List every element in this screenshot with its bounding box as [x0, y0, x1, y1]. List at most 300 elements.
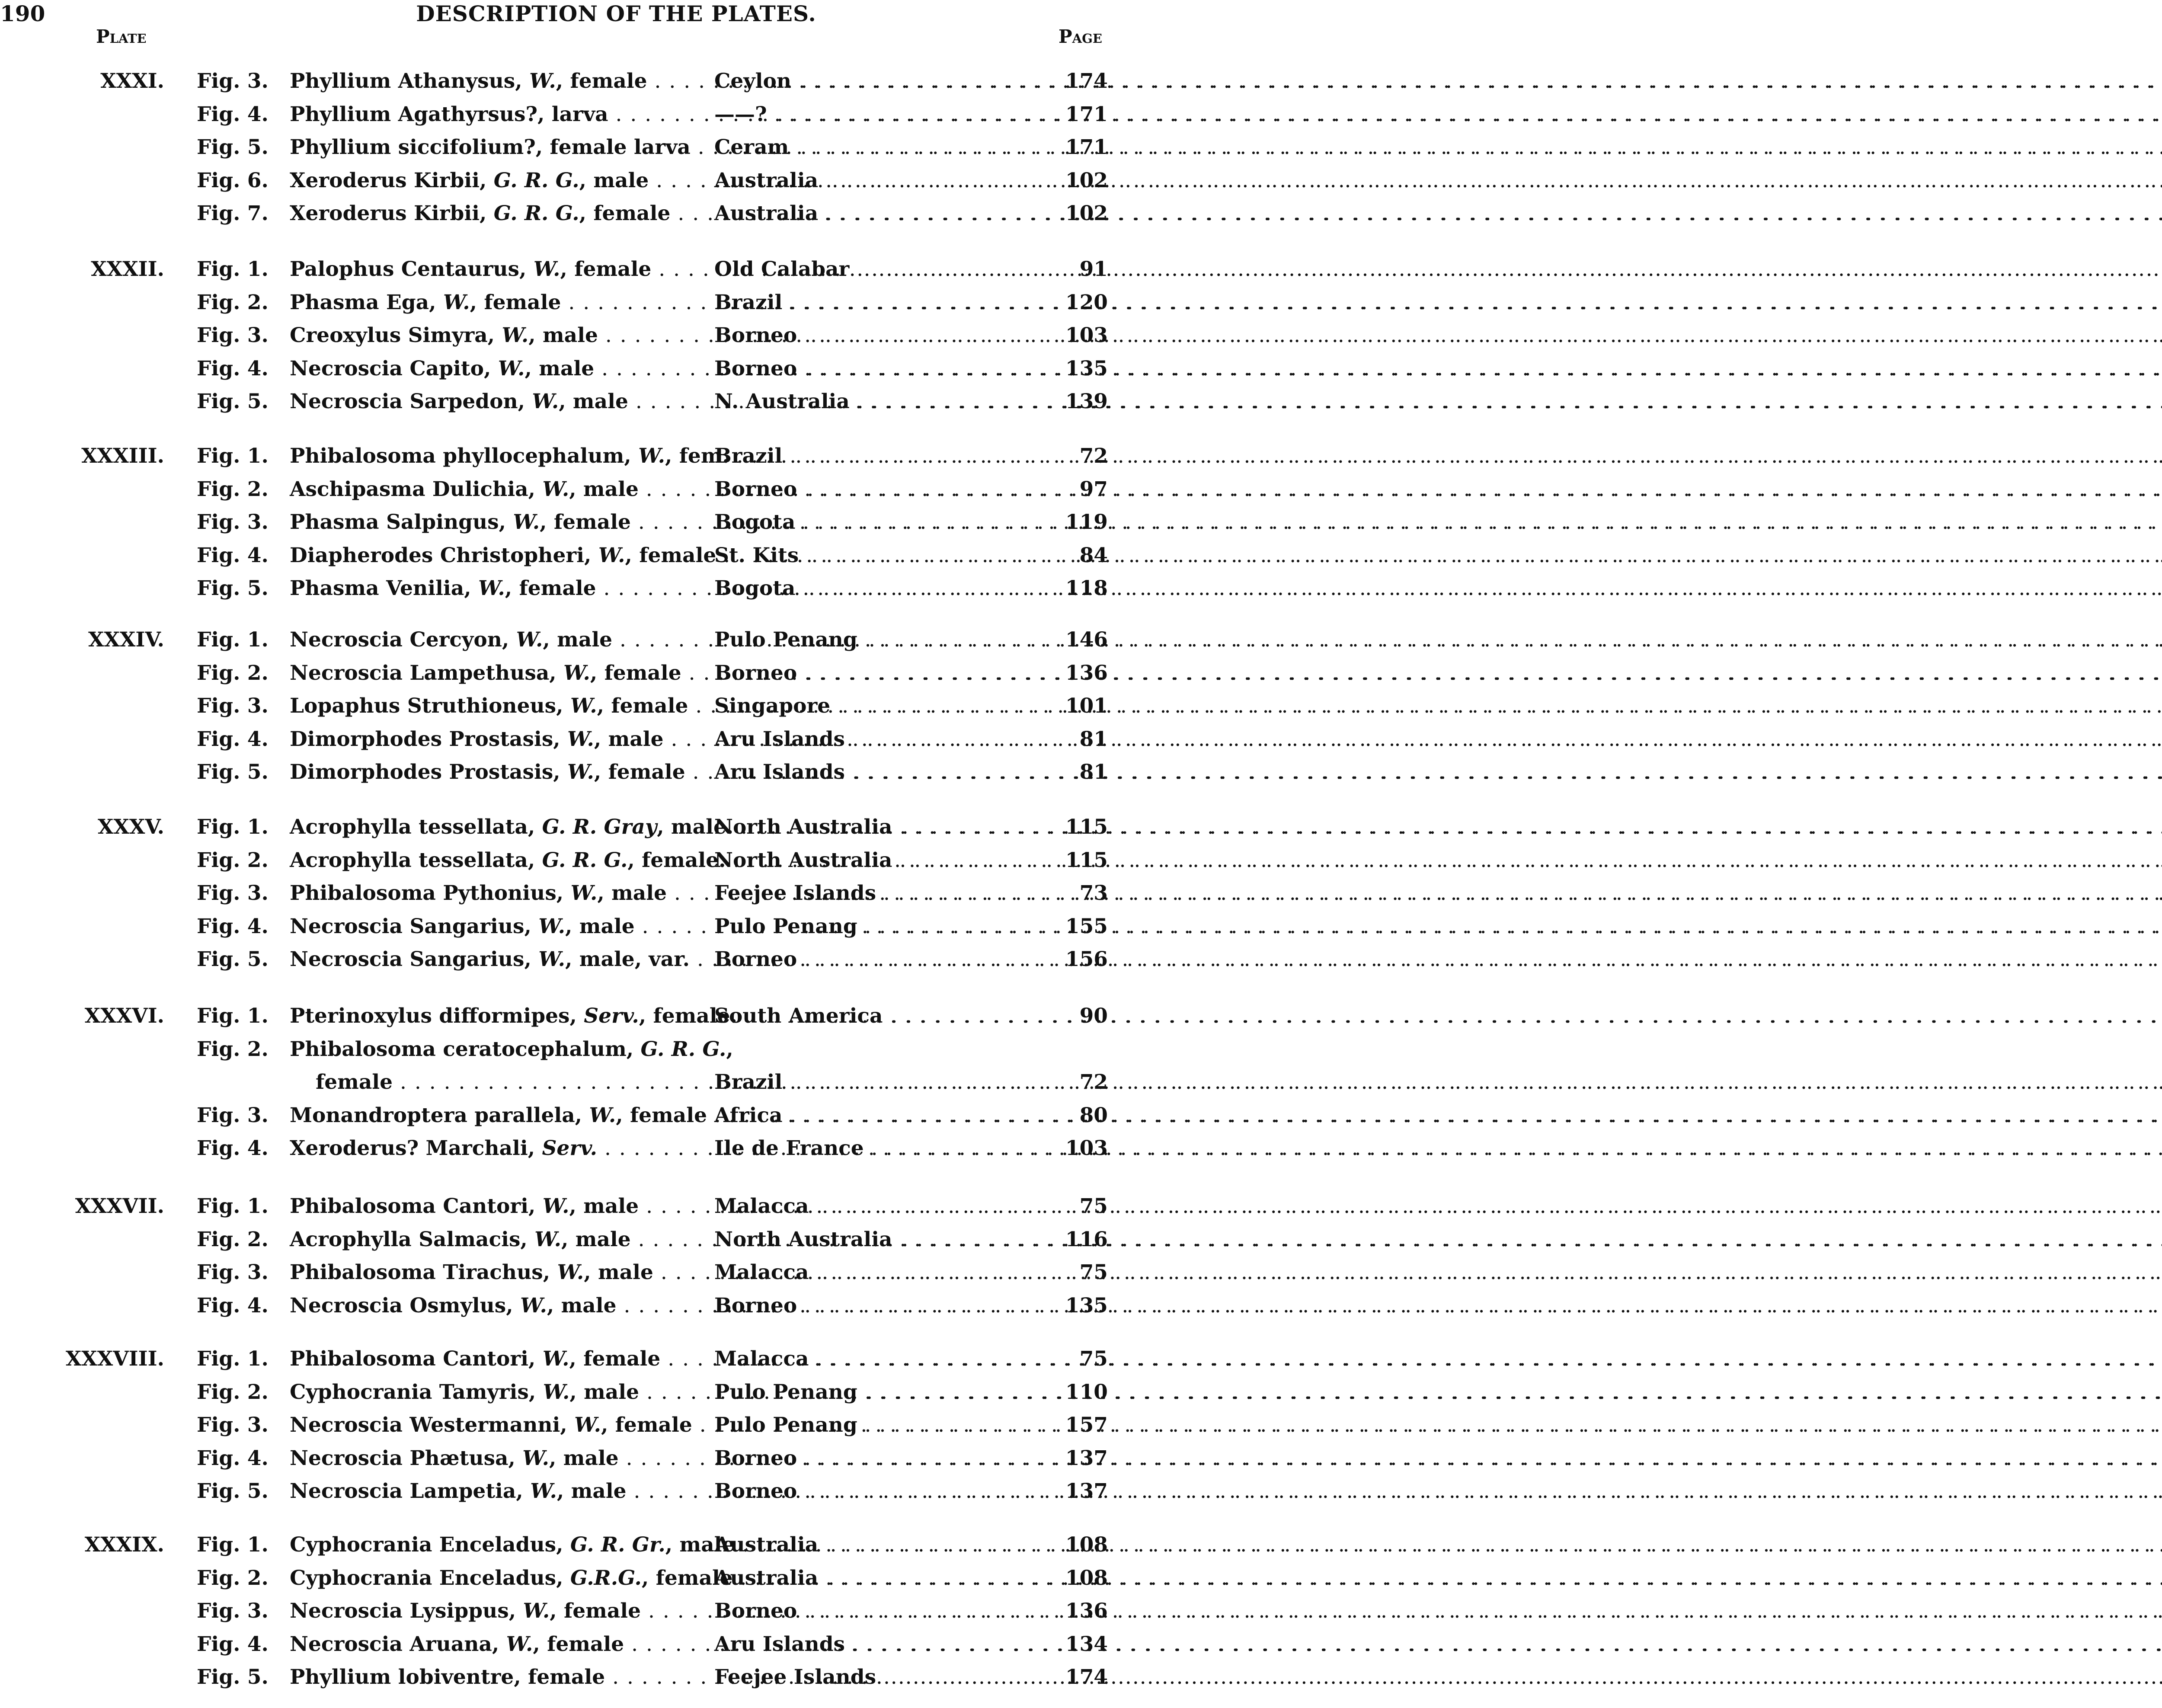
- species-name: [290, 1632, 688, 1656]
- locality: Bogota . . .: [714, 510, 1060, 534]
- plate-entry-row: [0, 323, 1232, 356]
- page-reference: 81: [1079, 727, 1108, 751]
- species-name: [290, 1260, 688, 1284]
- species-name: [290, 257, 688, 281]
- plate-entry-row: [0, 815, 1232, 848]
- plate-entry-row: [0, 1665, 1232, 1698]
- page-reference: 102: [1065, 168, 1108, 192]
- name-text: Diapherodes Christopheri,: [290, 543, 598, 567]
- name-text: Acrophylla tessellata,: [290, 848, 542, 872]
- plate-entry-row: [0, 576, 1232, 609]
- locality: Aru Islands . . .: [714, 760, 1060, 784]
- page-reference: 108: [1065, 1533, 1108, 1557]
- author-abbrev: W.: [538, 947, 566, 971]
- name-text: Necroscia Sangarius,: [290, 947, 539, 971]
- author-abbrev: G. R. Gr.: [570, 1533, 665, 1557]
- name-text: Phyllium Agathyrsus?, larva: [290, 102, 608, 126]
- name-text: Phibalosoma phyllocephalum,: [290, 444, 639, 468]
- name-text: Phyllium lobiventre, female: [290, 1665, 605, 1689]
- species-name: [290, 1533, 735, 1557]
- name-text: Necroscia Aruana,: [290, 1632, 506, 1656]
- locality: North Australia . . .: [714, 848, 1060, 872]
- figure-label: Fig. 6.: [197, 168, 269, 192]
- species-name-continuation: female . . .: [316, 1070, 688, 1094]
- figure-label: Fig. 4.: [197, 356, 269, 381]
- name-text: Necroscia Sangarius,: [290, 914, 539, 938]
- page-title: DESCRIPTION OF THE PLATES.: [416, 1, 816, 26]
- name-text: Phasma Ega,: [290, 290, 443, 314]
- author-abbrev: W.: [543, 1380, 570, 1404]
- page-reference: 102: [1065, 202, 1108, 225]
- page-reference: 157: [1065, 1413, 1108, 1437]
- page-reference: 174: [1065, 1665, 1108, 1689]
- author-abbrev: G. R. G.: [542, 848, 628, 872]
- plate-entry-row: [0, 1599, 1232, 1631]
- name-text: , male, var.: [565, 947, 690, 971]
- plate-entry-row: [0, 1103, 1232, 1136]
- figure-label: Fig. 5.: [197, 1665, 269, 1689]
- name-text: , male: [569, 477, 639, 501]
- species-name: [290, 661, 688, 685]
- locality: Malacca . . .: [714, 1194, 1060, 1218]
- name-text: Necroscia Lysippus,: [290, 1599, 523, 1623]
- name-text: , male: [525, 356, 595, 381]
- species-name: [290, 694, 688, 718]
- author-abbrev: W.: [542, 1347, 569, 1371]
- species-name: [290, 291, 688, 314]
- locality: Africa . . .: [714, 1103, 1060, 1127]
- locality: St. Kits . . .: [714, 544, 1060, 567]
- plate-entry-row: [0, 1294, 1232, 1326]
- figure-label: Fig. 3.: [197, 1599, 269, 1623]
- name-text: , male: [543, 628, 613, 652]
- page-reference: 75: [1079, 1194, 1108, 1218]
- locality: Malacca . . .: [714, 1260, 1060, 1284]
- author-abbrev: W.: [532, 390, 559, 413]
- figure-label: Fig. 2.: [197, 1227, 269, 1251]
- species-name: [290, 1380, 688, 1404]
- figure-label: Fig. 3.: [197, 323, 269, 347]
- page-number: 190: [0, 1, 45, 26]
- figure-label: Fig. 1.: [197, 1194, 269, 1218]
- name-text: , male: [665, 1533, 735, 1557]
- page-reference: 115: [1065, 848, 1108, 872]
- author-abbrev: W.: [513, 510, 540, 534]
- locality: Borneo . . .: [714, 1599, 1060, 1623]
- locality: Feejee Islands . . .: [714, 881, 1060, 905]
- plate-entry-row: [0, 544, 1232, 576]
- species-name: [290, 1194, 688, 1218]
- species-name: [290, 1446, 688, 1470]
- name-text: , male: [569, 1194, 639, 1218]
- author-abbrev: G.R.G.: [570, 1566, 642, 1590]
- locality: North Australia . . .: [714, 815, 1060, 839]
- name-text: Necroscia Lampethusa,: [290, 661, 564, 685]
- name-text: , male.: [657, 815, 734, 839]
- plate-entry-row-continued: [0, 1070, 1232, 1103]
- figure-label: Fig. 1.: [197, 1533, 269, 1557]
- locality: Singapore . . .: [714, 694, 1060, 718]
- page-reference: 174: [1065, 69, 1108, 93]
- locality: Borneo . . .: [714, 1446, 1060, 1470]
- species-name: [290, 390, 688, 413]
- page-reference: 119: [1065, 510, 1108, 534]
- page-reference: 139: [1065, 390, 1108, 413]
- locality: Australia . . .: [714, 1566, 1060, 1590]
- author-abbrev: W.: [529, 69, 556, 93]
- author-abbrev: G. R. Gray: [542, 815, 657, 839]
- plate-entry-row: [0, 1566, 1232, 1599]
- name-text: Dimorphodes Prostasis,: [290, 727, 568, 751]
- figure-label: Fig. 5.: [197, 947, 269, 971]
- locality: Australia . . .: [714, 169, 1060, 192]
- locality: Borneo . . .: [714, 357, 1060, 381]
- figure-label: Fig. 4.: [197, 727, 269, 751]
- author-abbrev: W.: [522, 1446, 550, 1470]
- locality: Borneo . . .: [714, 477, 1060, 501]
- author-abbrev: W.: [563, 661, 590, 685]
- locality: Pulo Penang . . .: [714, 1380, 1060, 1404]
- page-reference: 137: [1065, 1446, 1108, 1470]
- locality: Borneo . . .: [714, 1479, 1060, 1503]
- plate-entry-row: [0, 1413, 1232, 1446]
- species-name: [290, 1136, 688, 1160]
- author-abbrev: W.: [443, 290, 470, 314]
- author-abbrev: W.: [530, 1479, 557, 1503]
- plate-entry-row: [0, 1228, 1232, 1260]
- plate-entry-row: [0, 102, 1232, 135]
- author-abbrev: G. R. G.: [640, 1037, 726, 1061]
- author-abbrev: W.: [598, 543, 625, 567]
- species-name: [290, 510, 688, 534]
- page-reference: 103: [1065, 1136, 1108, 1160]
- species-name: [290, 1347, 688, 1371]
- plate-entry-row: [0, 848, 1232, 881]
- locality: Australia . . .: [714, 202, 1060, 225]
- locality: ——? . . .: [714, 102, 1060, 126]
- name-text: Phasma Salpingus,: [290, 510, 513, 534]
- name-text: , female.: [639, 1004, 737, 1028]
- species-name: [290, 915, 688, 938]
- page-reference: 90: [1079, 1004, 1108, 1028]
- name-text: , male: [528, 323, 598, 347]
- name-text: Necroscia Capito,: [290, 356, 498, 381]
- locality: Ile de France . . .: [714, 1136, 1060, 1160]
- author-abbrev: W.: [538, 914, 566, 938]
- name-text: , male: [547, 1293, 617, 1318]
- plate-entry-row: [0, 135, 1232, 168]
- page-reference: 135: [1065, 1293, 1108, 1318]
- page-reference: 103: [1065, 323, 1108, 347]
- name-text: , male: [579, 168, 649, 192]
- locality: N. Australia . . .: [714, 390, 1060, 413]
- page-reference: 110: [1065, 1380, 1108, 1404]
- author-abbrev: W.: [574, 1413, 601, 1437]
- plate-entry-row: [0, 947, 1232, 980]
- figure-label: Fig. 3.: [197, 69, 269, 93]
- plate-entry-row: [0, 291, 1232, 323]
- page-reference: 171: [1065, 135, 1108, 159]
- name-text: , female: [470, 290, 561, 314]
- locality: North Australia . . .: [714, 1228, 1060, 1251]
- author-abbrev: G. R. G.: [493, 202, 579, 225]
- plate-entry-row: [0, 915, 1232, 947]
- figure-label: Fig. 3.: [197, 1413, 269, 1437]
- author-abbrev: W.: [533, 257, 560, 281]
- name-text: Necroscia Cercyon,: [290, 628, 516, 652]
- locality: Pulo Penang . . .: [714, 628, 1060, 652]
- name-text: Palophus Centaurus,: [290, 257, 534, 281]
- name-text: , female: [569, 1347, 661, 1371]
- plate-entry-row: [0, 444, 1232, 477]
- species-name: [290, 1665, 688, 1689]
- figure-label: Fig. 1.: [197, 628, 269, 652]
- species-name: [290, 1294, 688, 1318]
- name-text: Pterinoxylus difformipes,: [290, 1004, 584, 1028]
- plate-entry-row: [0, 760, 1232, 793]
- locality: Ceram . . .: [714, 135, 1060, 159]
- name-text: Aschipasma Dulichia,: [290, 477, 543, 501]
- page-reference: 118: [1065, 576, 1108, 600]
- plate-entry-row: [0, 628, 1232, 660]
- species-name: [290, 444, 729, 468]
- name-text: , female: [597, 694, 688, 718]
- page-reference: 81: [1079, 760, 1108, 784]
- figure-label: Fig. 2.: [197, 1566, 269, 1590]
- page-reference: 72: [1079, 1070, 1108, 1094]
- locality: Bogota . . .: [714, 576, 1060, 600]
- plate-entry-row: [0, 357, 1232, 389]
- name-text: , male: [565, 914, 635, 938]
- author-abbrev: W.: [502, 323, 529, 347]
- figure-label: Fig. 4.: [197, 1446, 269, 1470]
- plate-entry-row: [0, 1380, 1232, 1413]
- plate-entry-row: [0, 69, 1232, 102]
- plate-entry-row: [0, 510, 1232, 543]
- plate-entry-row: [0, 390, 1232, 422]
- name-text: Cyphocrania Enceladus,: [290, 1533, 570, 1557]
- species-name: [290, 135, 691, 159]
- name-text: , female: [641, 1566, 733, 1590]
- author-abbrev: W.: [516, 628, 543, 652]
- name-text: , female: [533, 1632, 624, 1656]
- plate-entry-row: [0, 1347, 1232, 1379]
- name-text: , female: [560, 257, 652, 281]
- locality: Brazil . . .: [714, 1070, 1060, 1094]
- name-text: Acrophylla Salmacis,: [290, 1227, 535, 1251]
- figure-label: Fig. 1.: [197, 444, 269, 468]
- name-text: , female: [556, 69, 647, 93]
- column-header-plate: Plate: [96, 26, 147, 47]
- author-abbrev: W.: [478, 576, 505, 600]
- species-name: [290, 760, 688, 784]
- name-text: Dimorphodes Prostasis,: [290, 760, 568, 784]
- name-text: , male: [561, 1227, 631, 1251]
- plate-number: XXXIV.: [88, 628, 164, 652]
- author-abbrev: W.: [498, 356, 525, 381]
- name-text: , male: [569, 1380, 640, 1404]
- plate-number: XXXVI.: [84, 1004, 164, 1028]
- figure-label: Fig. 5.: [197, 760, 269, 784]
- name-text: , male: [594, 727, 664, 751]
- species-name: [290, 1599, 688, 1623]
- page-reference: 116: [1065, 1227, 1108, 1251]
- name-text: , female: [505, 576, 596, 600]
- plate-entry-row: [0, 727, 1232, 760]
- species-name: [290, 1479, 688, 1503]
- locality: Pulo Penang . . .: [714, 915, 1060, 938]
- page-reference: 101: [1065, 694, 1108, 718]
- locality: South America . . .: [714, 1004, 1060, 1028]
- species-name: [290, 357, 688, 381]
- page-reference: 84: [1079, 543, 1108, 567]
- locality: Borneo . . .: [714, 661, 1060, 685]
- plate-entry-row: [0, 1136, 1232, 1169]
- author-abbrev: W.: [557, 1260, 584, 1284]
- author-abbrev: G. R. G.: [493, 168, 579, 192]
- name-text: Necroscia Phætusa,: [290, 1446, 523, 1470]
- page-reference: 146: [1065, 628, 1108, 652]
- species-name: [290, 848, 726, 872]
- page-reference: 171: [1065, 102, 1108, 126]
- name-text: Phibalosoma Cantori,: [290, 1347, 543, 1371]
- author-abbrev: W.: [534, 1227, 561, 1251]
- species-name: [290, 1004, 737, 1028]
- locality: Borneo . . .: [714, 947, 1060, 971]
- page-reference: 136: [1065, 1599, 1108, 1623]
- page-reference: 155: [1065, 914, 1108, 938]
- author-abbrev: W.: [589, 1103, 616, 1127]
- figure-label: Fig. 5.: [197, 1479, 269, 1503]
- page-reference: 120: [1065, 290, 1108, 314]
- species-name: [290, 727, 688, 751]
- figure-label: Fig. 1.: [197, 1347, 269, 1371]
- plate-number: XXXI.: [100, 69, 164, 93]
- plate-entry-row: [0, 169, 1232, 201]
- figure-label: Fig. 1.: [197, 1004, 269, 1028]
- name-text: Phibalosoma Pythonius,: [290, 881, 571, 905]
- name-text: Acrophylla tessellata,: [290, 815, 542, 839]
- species-name: [290, 169, 688, 192]
- page-reference: 136: [1065, 661, 1108, 685]
- plate-entry-row: [0, 477, 1232, 510]
- name-text: , male: [584, 1260, 653, 1284]
- name-text: Cyphocrania Tamyris,: [290, 1380, 543, 1404]
- name-text: Xeroderus? Marchali,: [290, 1136, 542, 1160]
- figure-label: Fig. 2.: [197, 848, 269, 872]
- name-text: Phasma Venilia,: [290, 576, 478, 600]
- name-text: , female: [540, 510, 631, 534]
- name-text: Xeroderus Kirbii,: [290, 168, 494, 192]
- plate-number: XXXVII.: [75, 1194, 164, 1218]
- species-name: [290, 881, 688, 905]
- author-abbrev: W.: [567, 760, 594, 784]
- figure-label: Fig. 3.: [197, 510, 269, 534]
- species-name: [290, 202, 688, 225]
- locality: Ceylon . . .: [714, 69, 1060, 93]
- column-header-page: Page: [1059, 26, 1102, 47]
- figure-label: Fig. 1.: [197, 257, 269, 281]
- page-reference: 156: [1065, 947, 1108, 971]
- plate-entry-row: [0, 1533, 1232, 1565]
- name-text: Lopaphus Struthioneus,: [290, 694, 570, 718]
- plate-entry-row: [0, 1260, 1232, 1293]
- name-text: Phyllium Athanysus,: [290, 69, 529, 93]
- plate-entry-row: [0, 881, 1232, 914]
- figure-label: Fig. 2.: [197, 661, 269, 685]
- name-text: Necroscia Lampetia,: [290, 1479, 531, 1503]
- author-abbrev: W.: [520, 1293, 547, 1318]
- figure-label: Fig. 4.: [197, 914, 269, 938]
- figure-label: Fig. 2.: [197, 477, 269, 501]
- name-text: Phibalosoma Cantori,: [290, 1194, 543, 1218]
- species-name: [290, 477, 688, 501]
- name-text: , male: [549, 1446, 619, 1470]
- page-reference: 134: [1065, 1632, 1108, 1656]
- name-text: , female: [579, 202, 671, 225]
- name-text: , male: [556, 1479, 627, 1503]
- name-text: , female: [594, 760, 685, 784]
- name-text: Necroscia Westermanni,: [290, 1413, 575, 1437]
- plate-entry-row: [0, 1194, 1232, 1227]
- locality: Aru Islands . . .: [714, 1632, 1060, 1656]
- page-reference: 75: [1079, 1260, 1108, 1284]
- figure-label: Fig. 5.: [197, 576, 269, 600]
- plate-entry-row: [0, 1004, 1232, 1036]
- name-text: , male: [559, 390, 628, 413]
- plate-entry-row: [0, 257, 1232, 290]
- name-text: Phibalosoma Tirachus,: [290, 1260, 557, 1284]
- page-reference: 75: [1079, 1347, 1108, 1371]
- author-abbrev: W.: [570, 881, 598, 905]
- author-abbrev: W.: [506, 1632, 533, 1656]
- figure-label: Fig. 3.: [197, 881, 269, 905]
- page-reference: 135: [1065, 356, 1108, 381]
- species-name: [290, 1566, 733, 1590]
- figure-label: Fig. 2.: [197, 290, 269, 314]
- name-text: , female.: [627, 848, 726, 872]
- name-text: , female: [550, 1599, 641, 1623]
- name-text: , male: [597, 881, 667, 905]
- page-reference: 72: [1079, 444, 1108, 468]
- plate-number: XXXII.: [91, 257, 164, 281]
- locality: Brazil . . .: [714, 291, 1060, 314]
- page-reference: 97: [1079, 477, 1108, 501]
- species-name: [290, 1037, 733, 1061]
- plate-entry-row: [0, 661, 1232, 694]
- plate-entry-row: [0, 1037, 1232, 1070]
- name-text: , female: [616, 1103, 707, 1127]
- species-name: [290, 1413, 692, 1437]
- name-text: Necroscia Osmylus,: [290, 1293, 520, 1318]
- author-abbrev: W.: [542, 477, 569, 501]
- figure-label: Fig. 4.: [197, 102, 269, 126]
- name-text: Monandroptera parallela,: [290, 1103, 589, 1127]
- figure-label: Fig. 3.: [197, 1103, 269, 1127]
- plate-number: XXXIX.: [84, 1533, 164, 1557]
- species-name: [290, 102, 688, 126]
- locality: Pulo Penang . . .: [714, 1413, 1060, 1437]
- figure-label: Fig. 2.: [197, 1037, 269, 1061]
- figure-label: Fig. 5.: [197, 390, 269, 413]
- figure-label: Fig. 3.: [197, 1260, 269, 1284]
- species-name: [290, 947, 688, 971]
- figure-label: Fig. 4.: [197, 1293, 269, 1318]
- locality: Brazil . . .: [714, 444, 1060, 468]
- locality: Australia . . .: [714, 1533, 1060, 1557]
- author-abbrev: W.: [542, 1194, 569, 1218]
- author-abbrev: W.: [570, 694, 597, 718]
